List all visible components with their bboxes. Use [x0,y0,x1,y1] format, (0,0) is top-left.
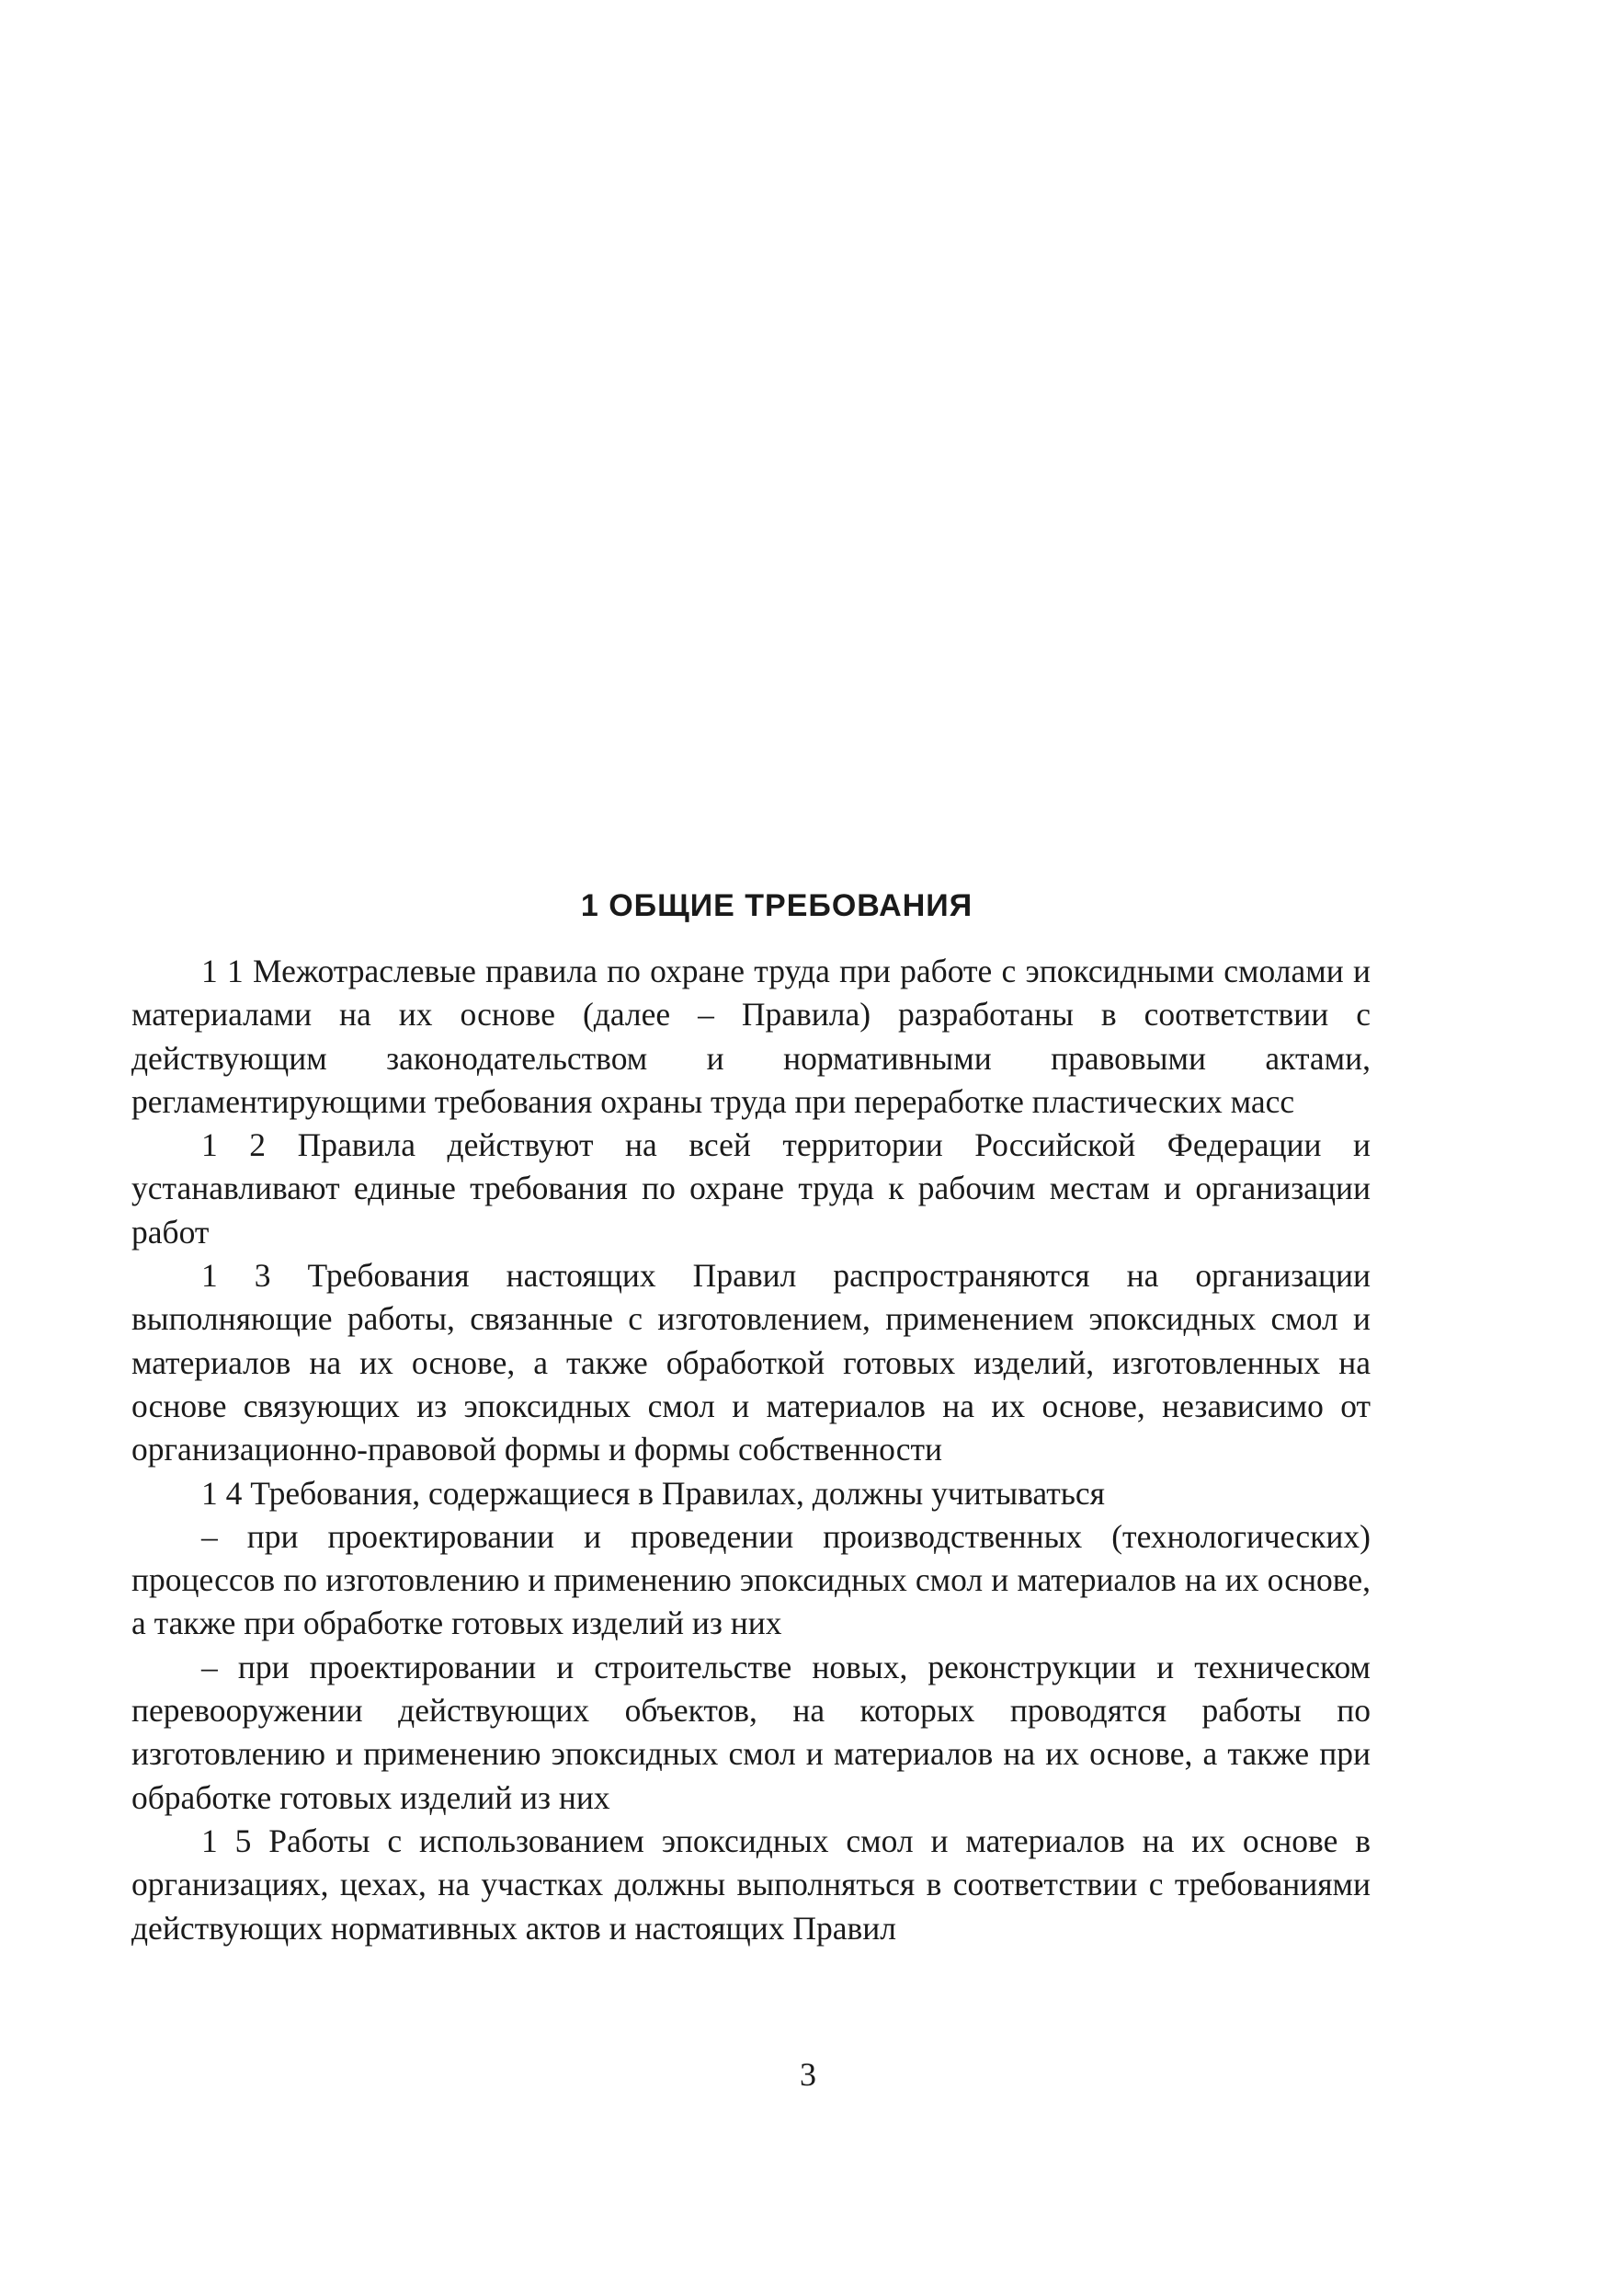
page-number: 3 [800,2056,816,2093]
paragraph-1-4: 1 4 Требования, содержащиеся в Правилах, должны учитываться [201,1474,1106,1512]
section-body [131,950,1371,1950]
paragraph-1-3: 1 3 Требования настоящих Правил распространяются на организации выполняющие работы, связанные с изготовлением, применением эпоксидных смол и материалов на их основе, а также обработкой готовых изделий, изготовленных на основе связующих из эпоксидных смол и материалов на их основе, независимо от организационно-правовой формы и формы собственности [131,1257,1371,1468]
paragraph-1-1: 1 1 Межотраслевые правила по охране труда при работе с эпоксидными смолами и материалами на их основе (далее – Правила) разработаны в соответствии с действующим законодательством и нормативными правовыми актами, регламентирующими требования охраны труда при переработке пластических масс [131,953,1371,1120]
section-heading: 1 ОБЩИЕ ТРЕБОВАНИЯ [580,888,973,923]
paragraph-1-2: 1 2 Правила действуют на всей территории Российской Федерации и устанавливают единые требования по охране труда к рабочим местам и организации работ [131,1126,1371,1251]
list-item-construction: – при проектировании и строительстве новых, реконструкции и техническом перевооружении действующих объектов, на которых проводятся работы по изготовлению и применению эпоксидных смол и материалов на их основе, а также при обработке готовых изделий из них [131,1648,1371,1816]
list-item-design-processes: – при проектировании и проведении производственных (технологических) процессов по изготовлению и применению эпоксидных смол и материалов на их основе, а также при обработке готовых изделий из них [131,1517,1371,1642]
paragraph-1-5: 1 5 Работы с использованием эпоксидных смол и материалов на их основе в организациях, цехах, на участках должны выполняться в соответствии с требованиями действующих нормативных актов и настоящих Правил [131,1822,1371,1947]
